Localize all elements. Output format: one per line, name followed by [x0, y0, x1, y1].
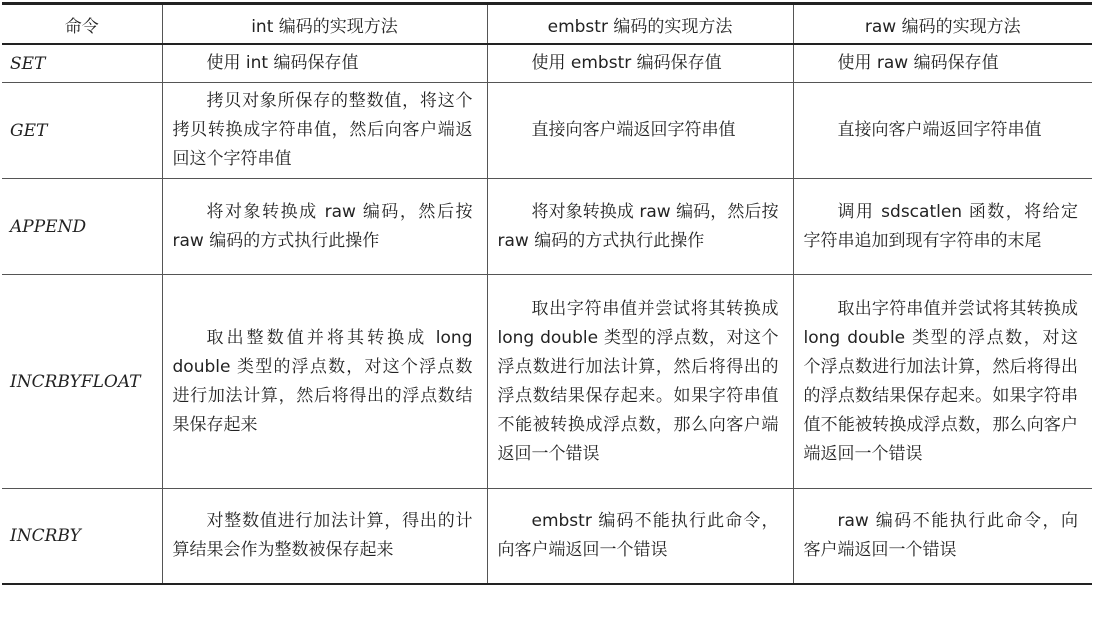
embstr-cell: 直接向客户端返回字符串值	[487, 83, 793, 179]
raw-cell: raw 编码不能执行此命令，向客户端返回一个错误	[793, 489, 1092, 584]
command-cell: APPEND	[2, 179, 162, 275]
embstr-cell: 使用 embstr 编码保存值	[487, 44, 793, 83]
int-cell: 对整数值进行加法计算，得出的计算结果会作为整数被保存起来	[162, 489, 487, 584]
table-row	[2, 83, 1092, 179]
command-encoding-table	[2, 2, 1092, 585]
raw-cell: 调用 sdscatlen 函数，将给定字符串追加到现有字符串的末尾	[793, 179, 1092, 275]
raw-cell: 使用 raw 编码保存值	[793, 44, 1092, 83]
table-row	[2, 275, 1092, 489]
table-row	[2, 179, 1092, 275]
command-cell: SET	[2, 44, 162, 83]
command-cell: INCRBYFLOAT	[2, 275, 162, 489]
table-header-row	[2, 4, 1092, 45]
table-row	[2, 489, 1092, 584]
header-command: 命令	[2, 4, 162, 45]
command-cell: GET	[2, 83, 162, 179]
int-cell: 拷贝对象所保存的整数值，将这个拷贝转换成字符串值，然后向客户端返回这个字符串值	[162, 83, 487, 179]
embstr-cell: 将对象转换成 raw 编码，然后按 raw 编码的方式执行此操作	[487, 179, 793, 275]
embstr-cell: 取出字符串值并尝试将其转换成 long double 类型的浮点数，对这个浮点数进行加法计算，然后将得出的浮点数结果保存起来。如果字符串值不能被转换成浮点数，那么向客户端返回一个错误	[487, 275, 793, 489]
embstr-cell: embstr 编码不能执行此命令，向客户端返回一个错误	[487, 489, 793, 584]
header-int: int 编码的实现方法	[162, 4, 487, 45]
command-cell: INCRBY	[2, 489, 162, 584]
int-cell: 使用 int 编码保存值	[162, 44, 487, 83]
header-embstr: embstr 编码的实现方法	[487, 4, 793, 45]
raw-cell: 取出字符串值并尝试将其转换成 long double 类型的浮点数，对这个浮点数进行加法计算，然后将得出的浮点数结果保存起来。如果字符串值不能被转换成浮点数，那么向客户端返回一个错误	[793, 275, 1092, 489]
raw-cell: 直接向客户端返回字符串值	[793, 83, 1092, 179]
table-row	[2, 44, 1092, 83]
header-raw: raw 编码的实现方法	[793, 4, 1092, 45]
int-cell: 将对象转换成 raw 编码，然后按 raw 编码的方式执行此操作	[162, 179, 487, 275]
int-cell: 取出整数值并将其转换成 long double 类型的浮点数，对这个浮点数进行加法计算，然后将得出的浮点数结果保存起来	[162, 275, 487, 489]
